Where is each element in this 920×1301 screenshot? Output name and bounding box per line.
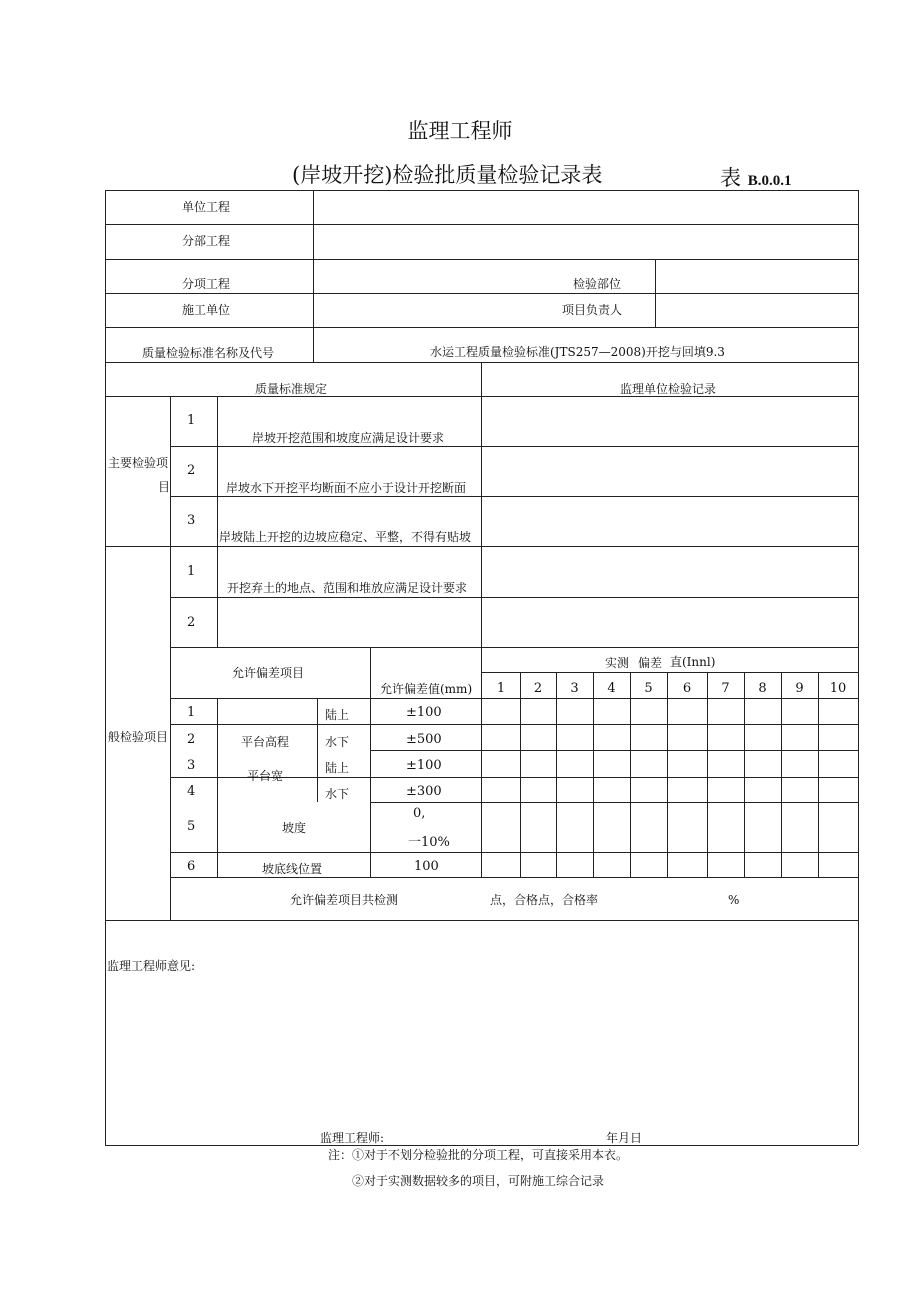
measure-col: 5 bbox=[644, 681, 653, 696]
deviation-row-sub: 水下 bbox=[325, 735, 350, 749]
standard-label: 质量检验标准名称及代号 bbox=[142, 346, 275, 360]
deviation-item-header: 允许偏差项目 bbox=[232, 666, 305, 680]
sub-project-label: 分部工程 bbox=[182, 234, 231, 248]
summary-label: 点，合格点，合格率 bbox=[490, 893, 599, 907]
toe-no: 6 bbox=[187, 859, 196, 874]
deviation-row-sub: 陆上 bbox=[325, 761, 350, 775]
page-title: 监理工程师 bbox=[407, 119, 513, 143]
deviation-row-sub: 陆上 bbox=[325, 708, 350, 722]
form-title: (岸坡开挖)检验批质量检验记录表 bbox=[292, 163, 603, 187]
main-item-text: 岸坡开挖范围和坡度应满足设计要求 bbox=[252, 431, 445, 445]
summary-percent: % bbox=[728, 893, 740, 907]
signature-date-label: 年月日 bbox=[606, 1131, 643, 1145]
table-number bbox=[720, 162, 791, 192]
deviation-row-value: ±500 bbox=[406, 732, 442, 747]
main-item-no: 3 bbox=[187, 513, 196, 528]
item-project-label: 分项工程 bbox=[182, 277, 231, 291]
deviation-value-header: 允许偏差值(mm) bbox=[380, 682, 473, 696]
supervision-record-header: 监理单位检验记录 bbox=[620, 382, 717, 396]
measure-col: 7 bbox=[721, 681, 730, 696]
measured-header: 偏差 bbox=[638, 656, 663, 670]
measure-col: 9 bbox=[795, 681, 804, 696]
deviation-row-no: 1 bbox=[187, 705, 196, 720]
main-item-text: 岸坡陆上开挖的边坡应稳定、平整，不得有贴坡 bbox=[219, 530, 472, 544]
deviation-row-no: 2 bbox=[187, 732, 196, 747]
deviation-row-value: ±100 bbox=[406, 705, 442, 720]
measure-col: 8 bbox=[758, 681, 767, 696]
summary-label: 允许偏差项目共检测 bbox=[290, 893, 399, 907]
unit-project-label: 单位工程 bbox=[182, 200, 231, 214]
main-item-no: 1 bbox=[187, 413, 196, 428]
opinion-label: 监理工程师意见: bbox=[107, 959, 196, 973]
deviation-row-no: 4 bbox=[187, 784, 196, 799]
measured-header: 直(Innl) bbox=[670, 655, 716, 669]
quality-rules-header: 质量标准规定 bbox=[255, 382, 328, 396]
slope-value-line2: 一10% bbox=[408, 835, 450, 850]
main-items-label: 主要检验项 bbox=[108, 456, 169, 470]
engineer-signature-label: 监理工程师: bbox=[320, 1131, 385, 1145]
deviation-row-value: ±100 bbox=[406, 758, 442, 773]
measure-col: 4 bbox=[607, 681, 616, 696]
slope-value: 0, bbox=[413, 806, 426, 821]
general-item-no: 1 bbox=[187, 564, 196, 579]
inspection-part-label: 检验部位 bbox=[573, 277, 622, 291]
deviation-row-sub: 水下 bbox=[325, 787, 350, 801]
note-1: 注：①对于不划分检验批的分项工程，可直接采用本衣。 bbox=[328, 1148, 629, 1162]
general-items-label: 般检验项目 bbox=[108, 730, 169, 744]
platform-width-label: 平台宽 bbox=[247, 769, 284, 783]
project-manager-label: 项目负责人 bbox=[562, 303, 623, 317]
measure-col: 3 bbox=[570, 681, 579, 696]
standard-value: 水运工程质量检验标准(JTS257—2008)开挖与回填9.3 bbox=[430, 345, 725, 359]
general-item-text: 开挖弃土的地点、范围和堆放应满足设计要求 bbox=[227, 581, 468, 595]
construction-unit-label: 施工单位 bbox=[182, 303, 231, 317]
deviation-row-value: ±300 bbox=[406, 784, 442, 799]
toe-value: 100 bbox=[414, 859, 439, 874]
slope-no: 5 bbox=[187, 819, 196, 834]
note-2: ②对于实测数据较多的项目，可附施工综合记录 bbox=[352, 1174, 605, 1188]
measured-header: 实测 bbox=[605, 656, 630, 670]
main-item-no: 2 bbox=[187, 463, 196, 478]
measure-col: 2 bbox=[533, 681, 543, 696]
table-code: B.0.0.1 bbox=[747, 173, 792, 189]
general-item-no: 2 bbox=[187, 615, 196, 630]
slope-label: 坡度 bbox=[282, 821, 307, 835]
measure-col: 1 bbox=[496, 681, 506, 696]
deviation-row-no: 3 bbox=[187, 758, 196, 773]
main-item-text: 岸坡水下开挖平均断面不应小于设计开挖断面 bbox=[226, 481, 467, 495]
toe-label: 坡底线位置 bbox=[262, 862, 323, 876]
measure-col: 10 bbox=[829, 681, 847, 696]
table-prefix: 表 bbox=[720, 166, 741, 190]
platform-height-label: 平台高程 bbox=[241, 735, 290, 749]
main-items-label-cont: 目 bbox=[158, 480, 171, 494]
measure-col: 6 bbox=[682, 681, 692, 696]
